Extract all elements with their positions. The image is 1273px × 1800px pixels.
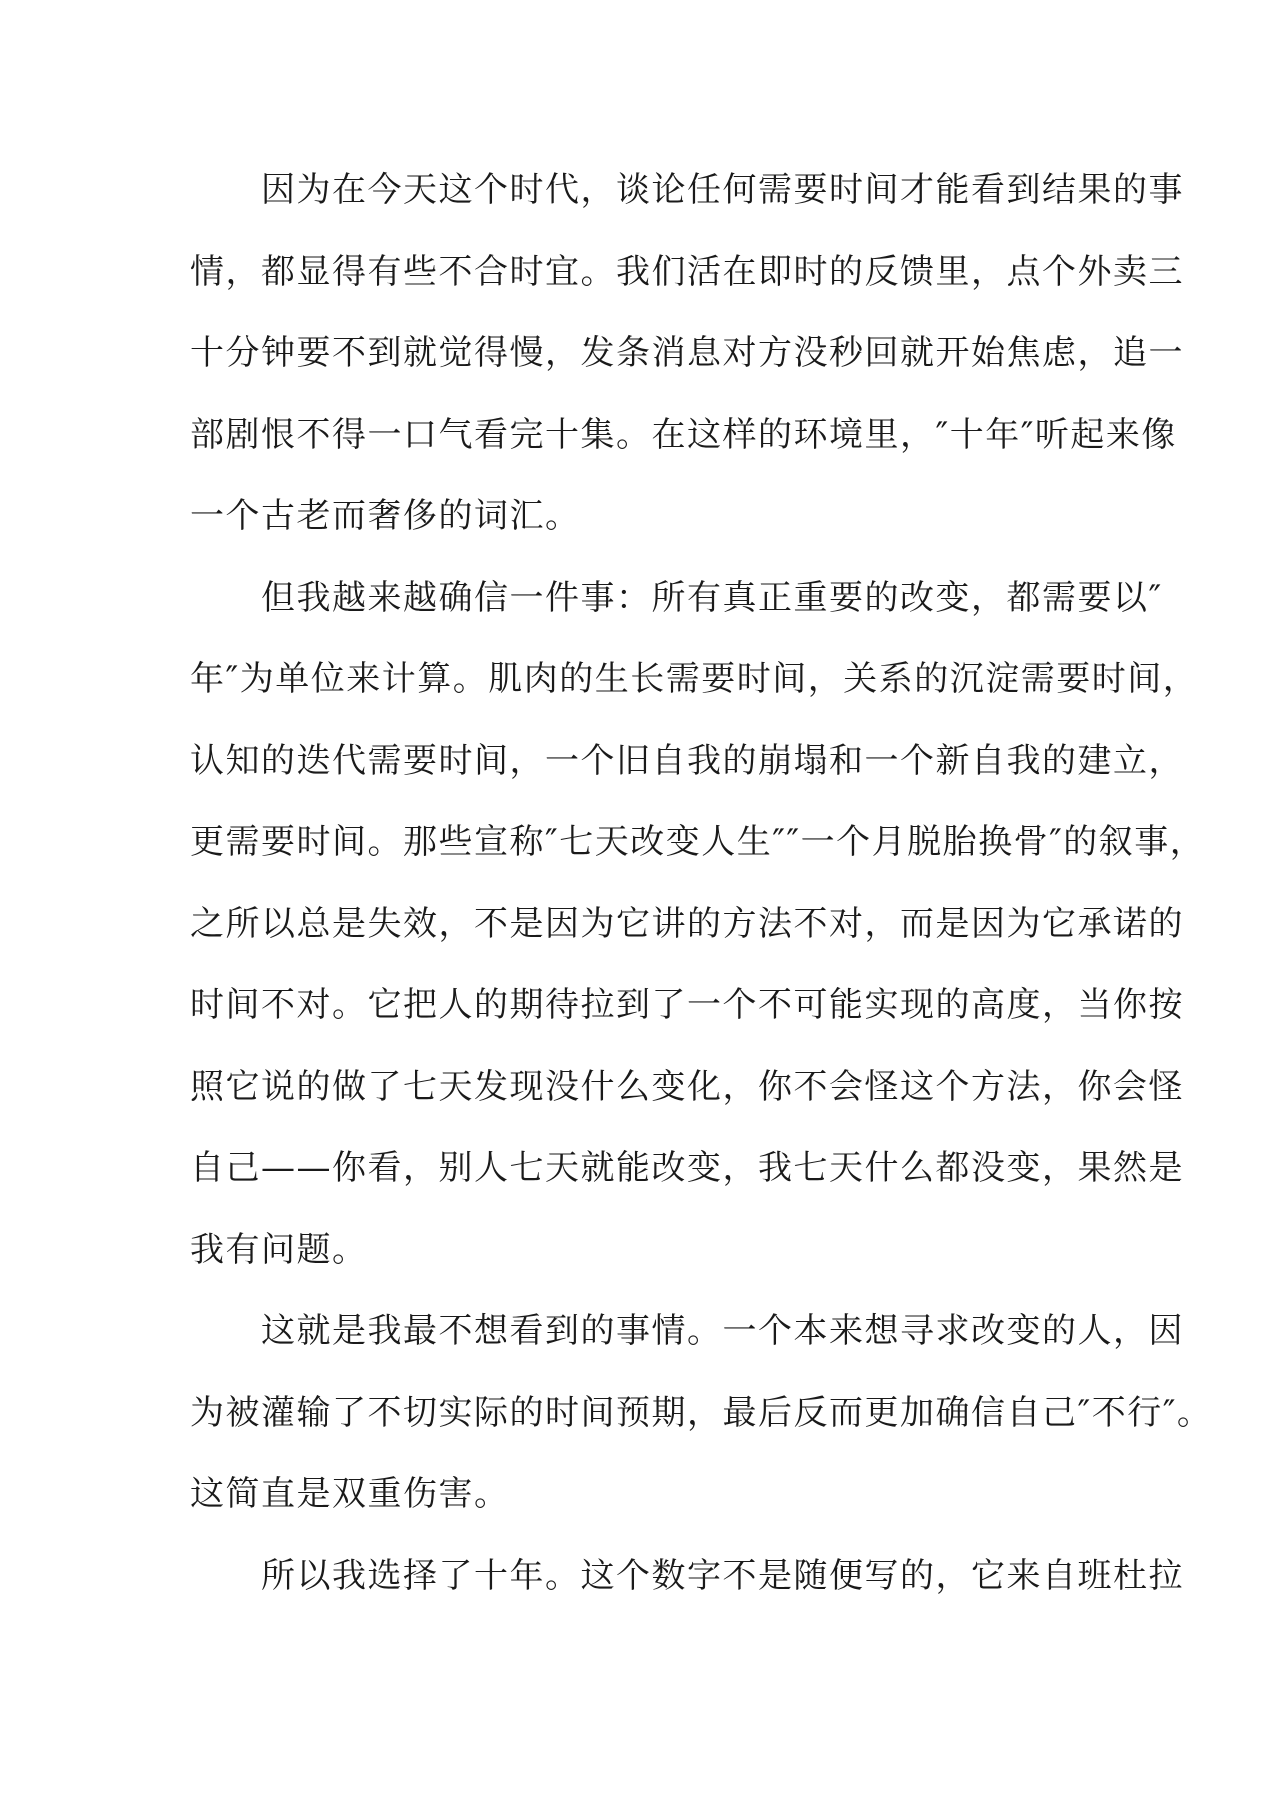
text-line: 认知的迭代需要时间，一个旧自我的崩塌和一个新自我的建立， xyxy=(190,740,1184,781)
text-line: 所以我选择了十年。这个数字不是随便写的，它来自班杜拉 xyxy=(190,1555,1184,1596)
text-line: 我有问题。 xyxy=(190,1229,368,1270)
paragraph-3 xyxy=(190,1301,1213,1546)
paragraph-1 xyxy=(190,160,1184,568)
text-line: 更需要时间。那些宣称″七天改变人生″″一个月脱胎换骨″的叙事， xyxy=(190,822,1206,862)
text-line: 这就是我最不想看到的事情。一个本来想寻求改变的人，因 xyxy=(190,1311,1184,1351)
text-line: 一个古老而奢侈的词汇。 xyxy=(190,496,581,536)
text-line: 情，都显得有些不合时宜。我们活在即时的反馈里，点个外卖三 xyxy=(190,251,1184,292)
text-line: 但我越来越确信一件事：所有真正重要的改变，都需要以″ xyxy=(190,577,1163,618)
paragraph-2 xyxy=(190,568,1206,1302)
text-line: 因为在今天这个时代，谈论任何需要时间才能看到结果的事 xyxy=(190,170,1184,210)
text-line: 时间不对。它把人的期待拉到了一个不可能实现的高度，当你按 xyxy=(190,985,1184,1025)
text-line: 为被灌输了不切实际的时间预期，最后反而更加确信自己″不行″。 xyxy=(190,1392,1213,1433)
document-body xyxy=(190,160,1213,1627)
text-line: 自己——你看，别人七天就能改变，我七天什么都没变，果然是 xyxy=(190,1148,1184,1188)
paragraph-4 xyxy=(190,1546,1184,1628)
text-line: 这简直是双重伤害。 xyxy=(190,1474,510,1514)
text-line: 部剧恨不得一口气看完十集。在这样的环境里，″十年″听起来像 xyxy=(190,414,1177,455)
text-line: 照它说的做了七天发现没什么变化，你不会怪这个方法，你会怪 xyxy=(190,1066,1184,1107)
text-line: 之所以总是失效，不是因为它讲的方法不对，而是因为它承诺的 xyxy=(190,903,1184,944)
text-line: 十分钟要不到就觉得慢，发条消息对方没秒回就开始焦虑，追一 xyxy=(190,333,1184,373)
text-line: 年″为单位来计算。肌肉的生长需要时间，关系的沉淀需要时间， xyxy=(190,659,1199,699)
